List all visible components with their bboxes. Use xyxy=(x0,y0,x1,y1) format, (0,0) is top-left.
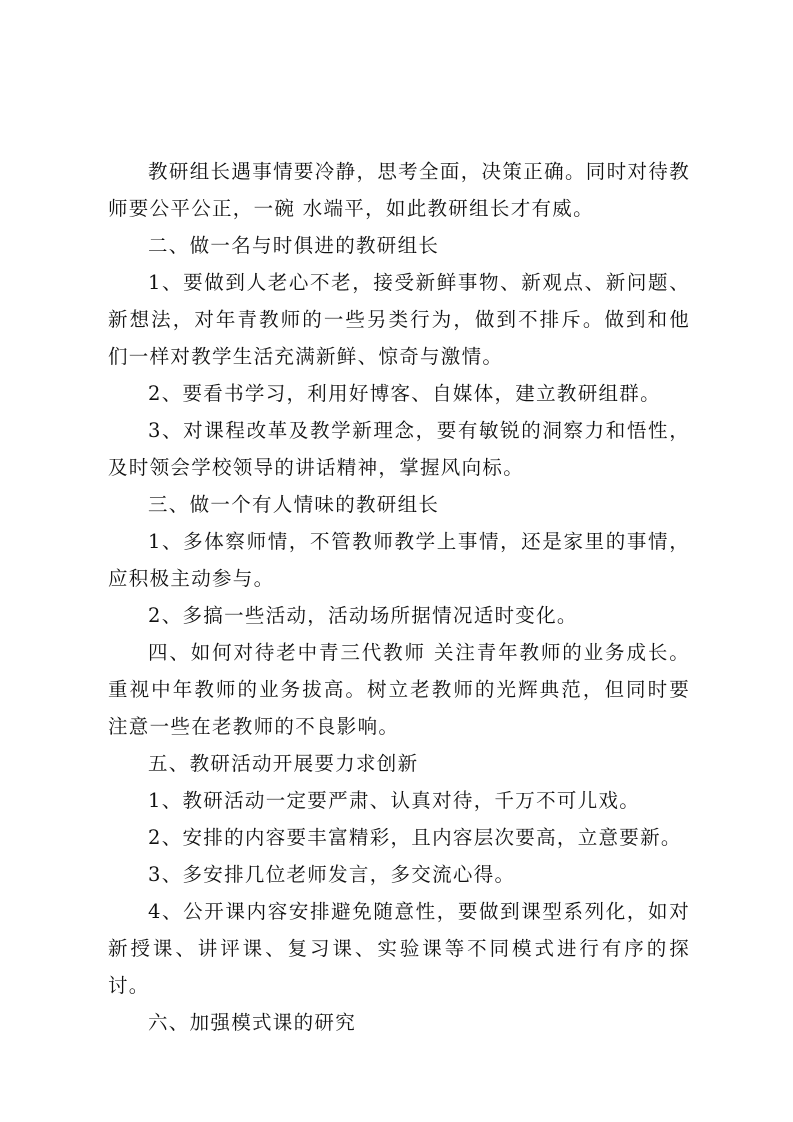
section-heading-3: 三、做一个有人情味的教研组长 xyxy=(148,493,440,516)
paragraph-item: 1、教研活动一定要严肃、认真对待，千万不可儿戏。 xyxy=(148,789,641,812)
paragraph-intro: 教研组长遇事情要冷静，思考全面，决策正确。同时对待教师要公平公正，一碗 水端平，如此教研组长才有威。 xyxy=(108,160,690,220)
paragraph-item: 2、安排的内容要丰富精彩，且内容层次要高，立意要新。 xyxy=(148,826,682,849)
paragraph-item: 2、要看书学习，利用好博客、自媒体，建立教研组群。 xyxy=(148,382,661,405)
paragraph-item: 3、多安排几位老师发言，多交流心得。 xyxy=(148,863,516,886)
paragraph-item: 1、多体察师情，不管教师教学上事情，还是家里的事情，应积极主动参与。 xyxy=(108,530,690,590)
document-body xyxy=(108,153,690,1041)
section-heading-4: 四、如何对待老中青三代教师 关注青年教师的业务成长。重视中年教师的业务拔高。树立老教师的光辉典范，但同时要注意一些在老教师的不良影响。 xyxy=(108,641,690,738)
paragraph-item: 2、多搞一些活动，活动场所据情况适时变化。 xyxy=(148,604,578,627)
section-heading-6: 六、加强模式课的研究 xyxy=(148,1011,357,1034)
paragraph-item: 1、要做到人老心不老，接受新鲜事物、新观点、新问题、新想法，对年青教师的一些另类行为，做到不排斥。做到和他们一样对教学生活充满新鲜、惊奇与激情。 xyxy=(108,271,690,368)
paragraph-item: 3、对课程改革及教学新理念，要有敏锐的洞察力和悟性，及时领会学校领导的讲话精神，掌握风向标。 xyxy=(108,419,690,479)
section-heading-2: 二、做一名与时俱进的教研组长 xyxy=(148,234,440,257)
paragraph-item: 4、公开课内容安排避免随意性，要做到课型系列化，如对新授课、讲评课、复习课、实验课等不同模式进行有序的探讨。 xyxy=(108,900,690,997)
section-heading-5: 五、教研活动开展要力求创新 xyxy=(148,752,419,775)
